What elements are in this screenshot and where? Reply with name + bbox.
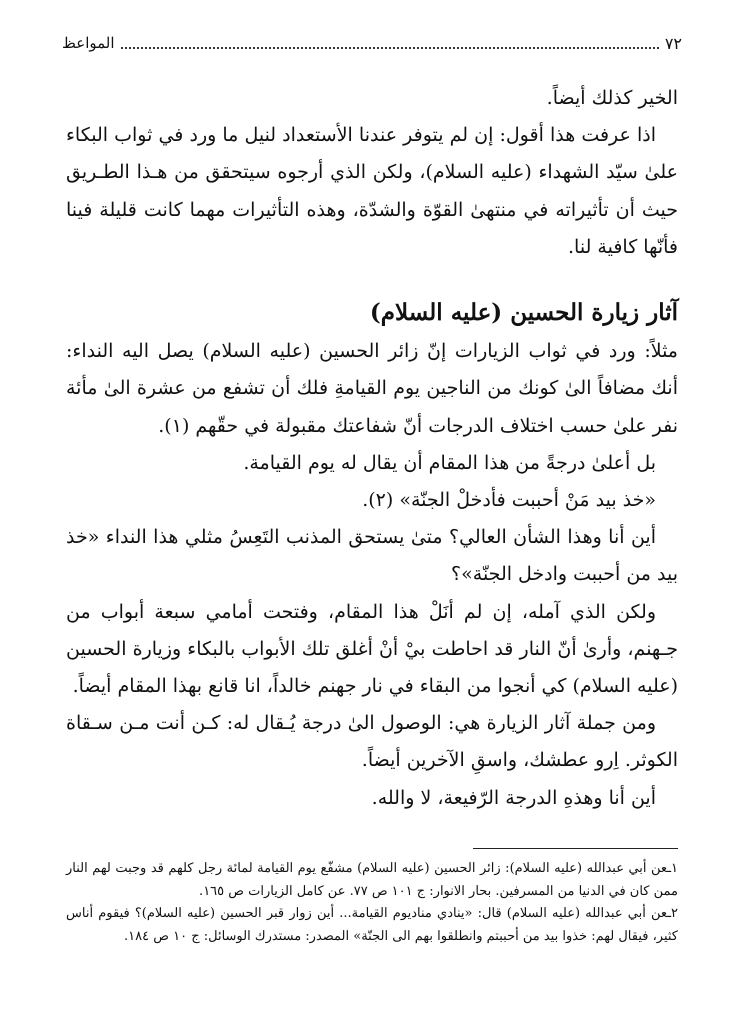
section-heading: آثار زيارة الحسين (عليه السلام) [369, 299, 678, 327]
footnotes [66, 858, 678, 948]
running-header [62, 30, 682, 56]
paragraph: اذا عرفت هذا أقول: إن لم يتوفر عندنا الأستعداد لنيل ما ورد في ثواب البكاء علىٰ سيّد الشهداء (عليه السلام)، ولكن الذي أرجوه سيتحقق من هـذا الطـريق حيث أن تأثيراته في منتهىٰ القوّة والشدّة، وهذه التأثيرات مهما كانت قليلة فينا فأنّها كافية لنا. [66, 124, 678, 258]
quotation: «خذ بيد مَنْ أحببت فأدخلْ الجنّة» (٢). [362, 489, 656, 512]
paragraph: أين أنا وهذا الشأن العالي؟ متىٰ يستحق المذنب التَعِسُ مثلي هذا النداء «خذ بيد من أحببت وادخل الجنّة»؟ [66, 526, 678, 586]
header-dot-leader [121, 37, 659, 49]
paragraph: مثلاً: ورد في ثواب الزيارات إنّ زائر الحسين (عليه السلام) يصل اليه النداء: أنك مضافاً الىٰ كونك من الناجين يوم القيامةِ فلك أن تشفع من عشرة الىٰ مأئة نفر علىٰ حسب اختلاف الدرجات أنّ شفاعتك مقبولة في حقّهم (١). [66, 340, 678, 437]
running-title: المواعظ [62, 34, 115, 52]
paragraph: ومن جملة آثار الزيارة هي: الوصول الىٰ درجة يُـقال له: كـن أنت مـن سـقاة الكوثر. اِرو عطشك، واسقِ الآخرين أيضاً. [66, 712, 678, 772]
footnote: ١ـعن أبي عبدالله (عليه السلام): زائر الحسين (عليه السلام) مشفّع يوم القيامة لمائة رجل كلهم قد وجبت لهم النار ممن كان في الدنيا من المسرفين. بحار الانوار: ج ١٠١ ص ٧٧. عن كامل الزيارات ص ١٦٥. [66, 861, 678, 899]
paragraph: بل أعلىٰ درجةً من هذا المقام أن يقال له يوم القيامة. [243, 451, 656, 474]
footnote: ٢ـعن أبي عبدالله (عليه السلام) قال: «ينادي مناديوم القيامة... أين زوار قبر الحسين (عليه السلام)؟ فيقوم أناس كثير، فيقال لهم: خذوا بيد من أحببتم وانطلقوا بهم الى الجنّة» المصدر: مستدرك الوسائل: ج ١٠ ص ١٨٤. [66, 906, 678, 944]
paragraph: الخير كذلك أيضاً. [546, 87, 678, 109]
paragraph: ولكن الذي آمله، إن لم أنَلْ هذا المقام، وفتحت أمامي سبعة أبواب من جـهنم، وأرىٰ أنّ النار قد احاطت بيْ أنْ أغلق تلك الأبواب بالبكاء وزيارة الحسين (عليه السلام) كي أنجوا من البقاء في نار جهنم خالداً، انا قانع بهذا المقام أيضاً. [66, 600, 678, 698]
paragraph: أين أنا وهذهِ الدرجة الرّفيعة، لا والله. [371, 786, 656, 809]
page-number: ٧٢ [664, 33, 682, 53]
body-text [66, 80, 678, 817]
footnote-divider [473, 848, 678, 849]
